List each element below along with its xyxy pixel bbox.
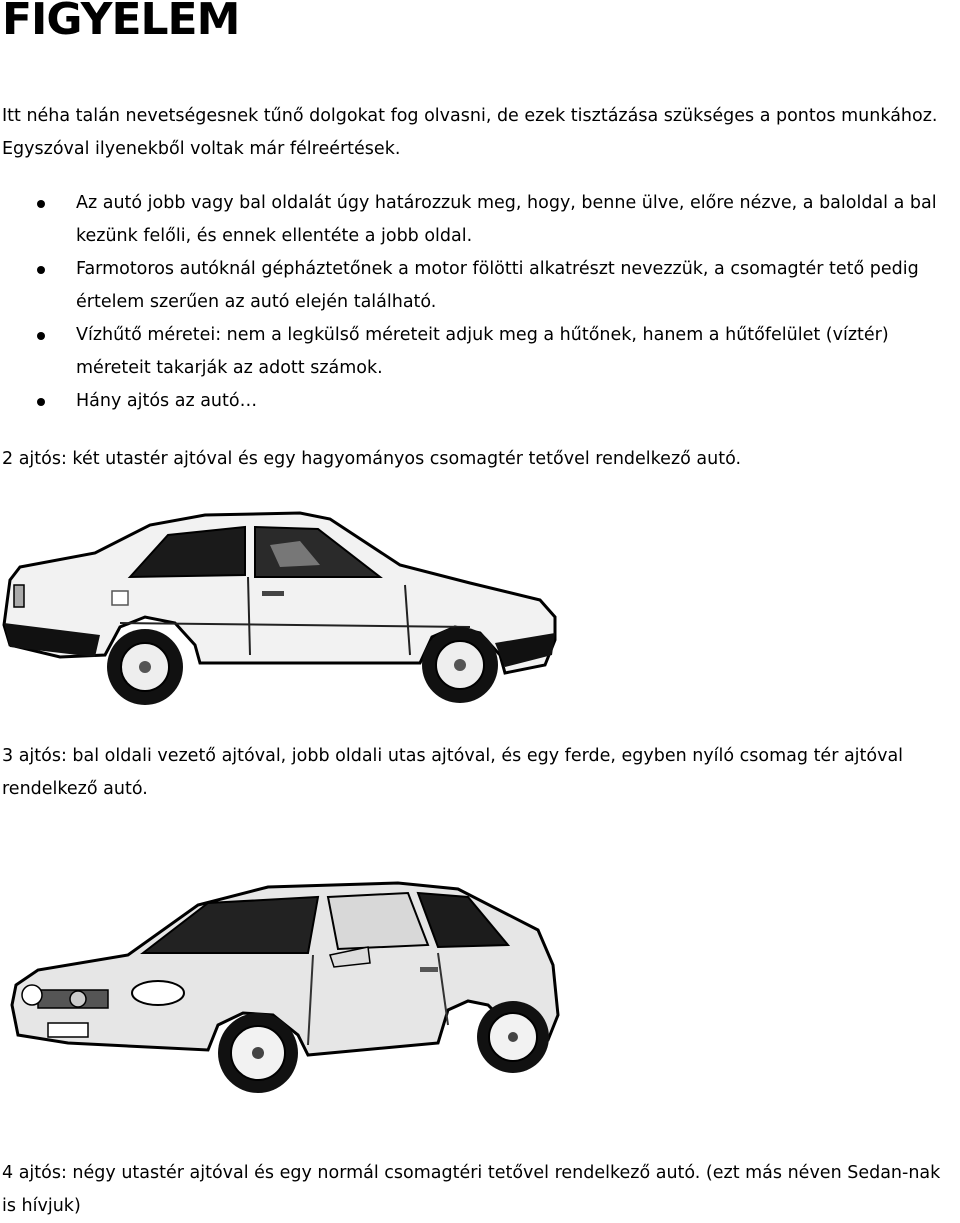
- list-item-text: Az autó jobb vagy bal oldalát úgy határozzuk meg, hogy, benne ülve, előre nézve, a baloldal a bal kezünk felőli, és ennek ellentéte a jobb oldal.: [76, 193, 937, 246]
- list-item-text: Hány ajtós az autó…: [76, 391, 258, 411]
- list-item: [0, 385, 958, 418]
- two-door-car-image: [0, 505, 560, 710]
- bullet-icon: [37, 266, 45, 274]
- list-item: [0, 187, 958, 253]
- page-title: FIGYELEM: [2, 0, 240, 45]
- list-item: [0, 319, 958, 385]
- bullet-icon: [37, 398, 45, 406]
- three-door-paragraph: 3 ajtós: bal oldali vezető ajtóval, jobb oldali utas ajtóval, és egy ferde, egyben nyíló csomag tér ajtóval rendelkező autó.: [2, 746, 904, 799]
- list-item-text: Vízhűtő méretei: nem a legkülső méreteit adjuk meg a hűtőnek, hanem a hűtőfelület (víztér) méreteit takarják az adott számok.: [76, 325, 889, 378]
- bullet-icon: [37, 200, 45, 208]
- three-door-car-image: [8, 875, 568, 1100]
- intro-paragraph: Itt néha talán nevetségesnek tűnő dolgokat fog olvasni, de ezek tisztázása szükséges a pontos munkához. Egyszóval ilyenekből voltak már félreértések.: [2, 106, 938, 159]
- four-door-paragraph: 4 ajtós: négy utastér ajtóval és egy normál csomagtéri tetővel rendelkező autó. (ezt más néven Sedan-nak is hívjuk): [2, 1163, 941, 1216]
- bullet-list: [0, 187, 958, 418]
- two-door-paragraph: 2 ajtós: két utastér ajtóval és egy hagyományos csomagtér tetővel rendelkező autó.: [2, 449, 742, 469]
- list-item-text: Farmotoros autóknál gépháztetőnek a motor fölötti alkatrészt nevezzük, a csomagtér tető pedig értelem szerűen az autó elején található.: [76, 259, 919, 312]
- list-item: [0, 253, 958, 319]
- bullet-icon: [37, 332, 45, 340]
